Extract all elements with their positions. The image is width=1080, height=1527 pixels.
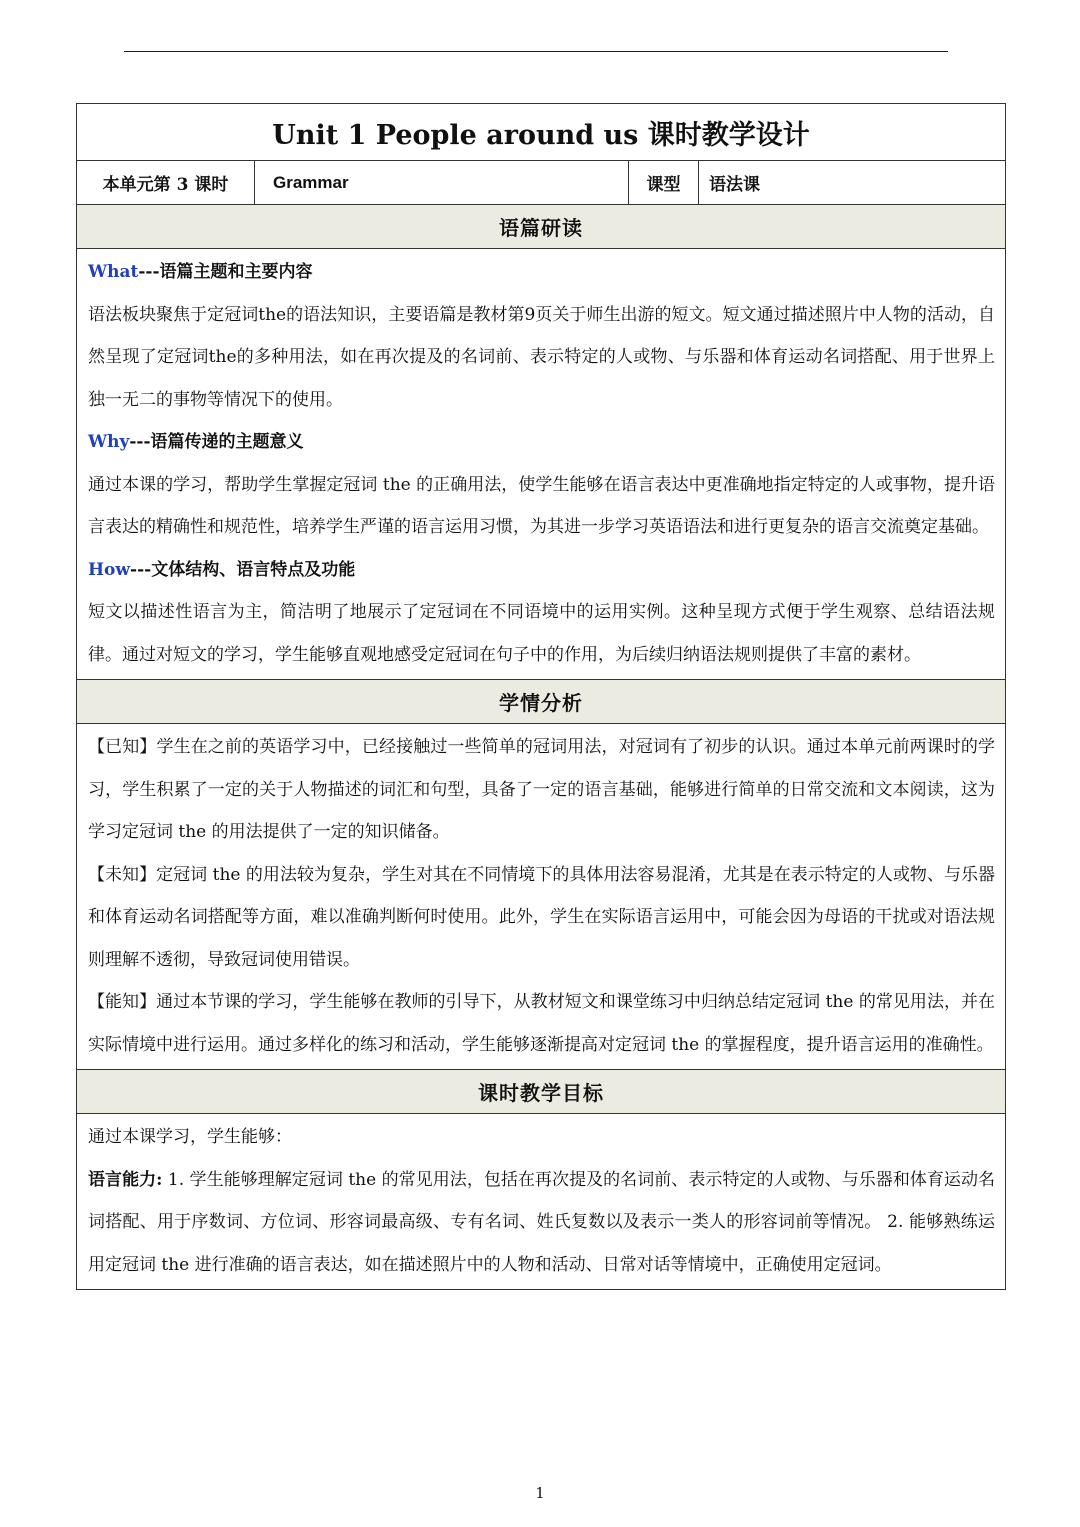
why-heading — [88, 421, 995, 464]
language-ability-label: 语言能力: — [88, 1169, 163, 1190]
lesson-type-label: 课型 — [629, 161, 699, 205]
reading-body — [77, 249, 1006, 680]
page-number: 1 — [535, 1484, 545, 1502]
lesson-info-row — [77, 161, 1006, 205]
why-key: Why — [88, 432, 130, 452]
how-heading — [88, 549, 995, 592]
unknown-text: 【未知】定冠词 the 的用法较为复杂，学生对其在不同情境下的具体用法容易混淆，尤其是在表示特定的人或物、与乐器和体育运动名词搭配等方面，难以准确判断何时使用。此外，学生在实际语言运用中，可能会因为母语的干扰或对语法规则理解不透彻，导致冠词使用错误。 — [88, 864, 996, 970]
known-text: 【已知】学生在之前的英语学习中，已经接触过一些简单的冠词用法，对冠词有了初步的认识。通过本单元前两课时的学习，学生积累了一定的关于人物描述的词汇和句型，具备了一定的语言基础，能够进行简单的日常交流和文本阅读，这为学习定冠词 the 的用法提供了一定的知识储备。 — [88, 737, 996, 842]
section-heading-reading: 语篇研读 — [77, 205, 1006, 249]
document-title: Unit 1 People around us 课时教学设计 — [77, 104, 1006, 161]
why-text: 通过本课的学习，帮助学生掌握定冠词 the 的正确用法，使学生能够在语言表达中更准确地指定特定的人或事物，提升语言表达的精确性和规范性，培养学生严谨的语言运用习惯，为其进一步学习英语语法和进行更复杂的语言交流奠定基础。 — [88, 474, 996, 537]
what-title: ---语篇主题和主要内容 — [138, 262, 313, 282]
analysis-body — [77, 724, 1006, 1070]
lesson-plan-table — [76, 103, 1006, 1290]
language-ability-text: 1. 学生能够理解定冠词 the 的常见用法，包括在再次提及的名词前、表示特定的人或物、与乐器和体育运动名词搭配、用于序数词、方位词、形容词最高级、专有名词、姓氏复数以及表示一类人的形容词前等情况。 2. 能够熟练运用定冠词 the 进行准确的语言表达，如在描述照片中的人物和活动、日常对话等情境中，正确使用定冠词。 — [88, 1169, 996, 1275]
what-text: 语法板块聚焦于定冠词the的语法知识，主要语篇是教材第9页关于师生出游的短文。短文通过描述照片中人物的活动，自然呈现了定冠词the的多种用法，如在再次提及的名词前、表示特定的人或物、与乐器和体育运动名词搭配、用于世界上独一无二的事物等情况下的使用。 — [88, 304, 996, 410]
how-title: ---文体结构、语言特点及功能 — [130, 559, 356, 580]
objectives-body — [77, 1114, 1006, 1290]
what-heading — [88, 251, 995, 294]
language-ability — [88, 1159, 995, 1287]
why-title: ---语篇传递的主题意义 — [129, 432, 304, 452]
how-key: How — [88, 559, 131, 580]
objectives-intro: 通过本课学习，学生能够： — [88, 1127, 292, 1147]
how-text: 短文以描述性语言为主，简洁明了地展示了定冠词在不同语境中的运用实例。这种呈现方式便于学生观察、总结语法规律。通过对短文的学习，学生能够直观地感受定冠词在句子中的作用，为后续归纳语法规则提供了丰富的素材。 — [88, 602, 996, 665]
header-rule — [124, 51, 948, 52]
able-text: 【能知】通过本节课的学习，学生能够在教师的引导下，从教材短文和课堂练习中归纳总结定冠词 the 的常见用法，并在实际情境中进行运用。通过多样化的练习和活动，学生能够逐渐提高对定冠词 the 的掌握程度，提升语言运用的准确性。 — [88, 992, 996, 1055]
lesson-number: 本单元第 3 课时 — [77, 161, 255, 205]
section-heading-analysis: 学情分析 — [77, 680, 1006, 724]
lesson-topic: Grammar — [255, 161, 629, 205]
section-heading-objectives: 课时教学目标 — [77, 1070, 1006, 1114]
lesson-type-value: 语法课 — [699, 161, 1006, 205]
what-key: What — [88, 262, 139, 282]
